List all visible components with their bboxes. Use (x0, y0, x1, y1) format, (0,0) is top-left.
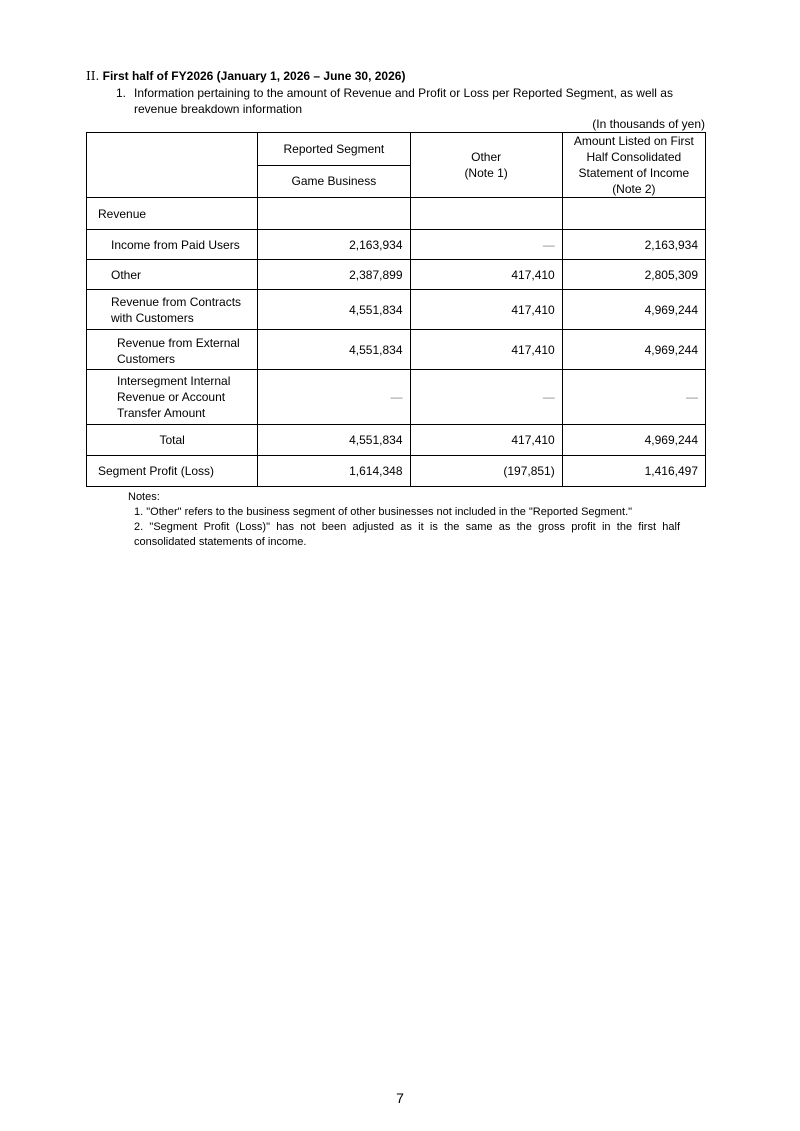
table-row (87, 290, 706, 330)
notes-title: Notes: (128, 491, 160, 503)
header-amount-listed: Amount Listed on First Half Consolidated Statement of Income (Note 2) (562, 133, 705, 198)
cell-game: 2,163,934 (258, 230, 410, 260)
row-label: Other (87, 260, 258, 290)
header-corner-cell (87, 133, 258, 198)
subsection-number: 1. (116, 86, 127, 100)
row-label: Segment Profit (Loss) (87, 456, 258, 487)
unit-note: (In thousands of yen) (592, 117, 705, 131)
header-row-1 (87, 133, 706, 166)
cell-other: 417,410 (410, 290, 562, 330)
cell-total: — (562, 370, 705, 425)
cell-game: 4,551,834 (258, 330, 410, 370)
table-row (87, 198, 706, 230)
cell-total: 4,969,244 (562, 330, 705, 370)
cell-other: 417,410 (410, 425, 562, 456)
cell-other: 417,410 (410, 330, 562, 370)
revenue-label: Revenue (87, 198, 258, 230)
table-row (87, 260, 706, 290)
row-label: Total (87, 425, 258, 456)
cell-game: — (258, 370, 410, 425)
cell-game: 2,387,899 (258, 260, 410, 290)
cell-other: — (410, 370, 562, 425)
segment-table (86, 132, 706, 487)
cell-total: 4,969,244 (562, 290, 705, 330)
cell-game: 4,551,834 (258, 425, 410, 456)
row-label: Revenue from External Customers (87, 330, 258, 370)
cell-total: 2,805,309 (562, 260, 705, 290)
cell-total: 1,416,497 (562, 456, 705, 487)
table-row (87, 330, 706, 370)
section-title: First half of FY2026 (January 1, 2026 – June 30, 2026) (102, 69, 406, 83)
note-item: 1. "Other" refers to the business segment of other businesses not included in the "Reported Segment." (134, 506, 633, 518)
cell-other: — (410, 230, 562, 260)
header-other: Other (Note 1) (410, 133, 562, 198)
note-item: 2. "Segment Profit (Loss)" has not been adjusted as it is the same as the gross profit in the first half consolidated statements of income. (134, 521, 680, 548)
table-row-profit (87, 456, 706, 487)
section-numeral: II. (86, 69, 100, 83)
section-heading (86, 68, 405, 84)
cell-game: 1,614,348 (258, 456, 410, 487)
page-number: 7 (396, 1090, 404, 1106)
row-label: Income from Paid Users (87, 230, 258, 260)
cell-game: 4,551,834 (258, 290, 410, 330)
header-reported-segment: Reported Segment (258, 133, 410, 166)
table-row (87, 370, 706, 425)
cell-other: 417,410 (410, 260, 562, 290)
cell-total: 4,969,244 (562, 425, 705, 456)
row-label: Revenue from Contracts with Customers (87, 290, 258, 330)
table-row (87, 230, 706, 260)
subsection-text: Information pertaining to the amount of Revenue and Profit or Loss per Reported Segment, as well as revenue breakdown information (134, 86, 673, 116)
row-label: Intersegment Internal Revenue or Account Transfer Amount (87, 370, 258, 425)
cell-total: 2,163,934 (562, 230, 705, 260)
header-game-business: Game Business (258, 165, 410, 198)
notes (128, 490, 680, 550)
table-row-total (87, 425, 706, 456)
cell-other: (197,851) (410, 456, 562, 487)
